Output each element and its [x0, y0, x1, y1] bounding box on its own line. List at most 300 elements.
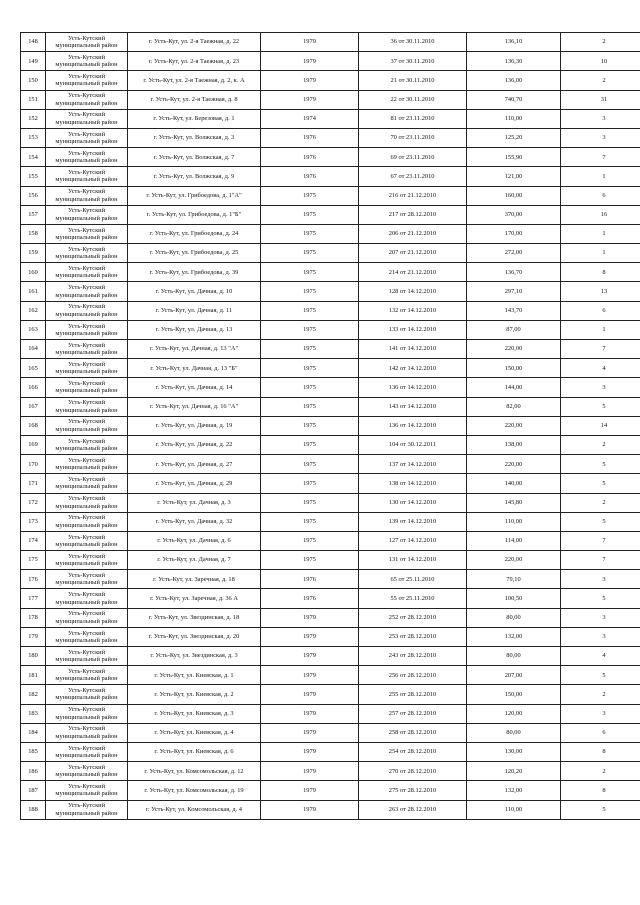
year-cell: 1979 — [261, 685, 359, 704]
municipality-name: Усть-Кутский — [67, 610, 106, 618]
document-cell: 127 от 14.12.2010 — [359, 531, 467, 550]
document-cell: 256 от 28.12.2010 — [359, 666, 467, 685]
table-row — [21, 666, 640, 685]
year-cell: 1975 — [261, 416, 359, 435]
municipality-cell — [46, 359, 128, 378]
document-cell: 255 от 28.12.2010 — [359, 685, 467, 704]
address-cell: г. Усть-Кут, ул. Дачная, д. 10 — [128, 282, 261, 301]
residents-count-cell: 5 — [561, 666, 640, 685]
document-cell: 275 от 28.12.2010 — [359, 781, 467, 800]
address-cell: г. Усть-Кут, ул. 2-я Таежная, д. 2, к. А — [128, 71, 261, 90]
area-cell: 136,10 — [467, 33, 561, 52]
table-row — [21, 416, 640, 435]
municipality-type: муниципальный район — [55, 80, 118, 88]
municipality-type: муниципальный район — [55, 195, 118, 203]
address-cell: г. Усть-Кут, ул. Звездинская, д. 3 — [128, 647, 261, 666]
municipality-cell — [46, 474, 128, 493]
row-number-cell: 170 — [21, 455, 46, 474]
row-number-cell: 181 — [21, 666, 46, 685]
municipality-name: Усть-Кутский — [67, 437, 106, 445]
year-cell: 1979 — [261, 723, 359, 742]
table-row — [21, 435, 640, 454]
municipality-type: муниципальный район — [55, 349, 118, 357]
address-cell: г. Усть-Кут, ул. Грибоедова, д. 1"А" — [128, 186, 261, 205]
year-cell: 1979 — [261, 90, 359, 109]
document-cell: 207 от 21.12.2010 — [359, 244, 467, 263]
residents-count-cell: 3 — [561, 627, 640, 646]
municipality-type: муниципальный район — [55, 157, 118, 165]
year-cell: 1979 — [261, 762, 359, 781]
municipality-type: муниципальный район — [55, 253, 118, 261]
municipality-type: муниципальный район — [55, 809, 118, 817]
document-cell: 143 от 14.12.2010 — [359, 397, 467, 416]
municipality-cell — [46, 762, 128, 781]
municipality-cell — [46, 167, 128, 186]
year-cell: 1975 — [261, 320, 359, 339]
table-row — [21, 244, 640, 263]
table-row — [21, 90, 640, 109]
municipality-cell — [46, 666, 128, 685]
address-cell: г. Усть-Кут, ул. Грибоедова, д. 1"Б" — [128, 205, 261, 224]
document-cell: 55 от 25.11.2010 — [359, 589, 467, 608]
area-cell: 740,70 — [467, 90, 561, 109]
area-cell: 87,00 — [467, 320, 561, 339]
municipality-cell — [46, 71, 128, 90]
address-cell: г. Усть-Кут, ул. Грибоедова, д. 24 — [128, 224, 261, 243]
area-cell: 138,00 — [467, 435, 561, 454]
area-cell: 207,00 — [467, 666, 561, 685]
municipality-cell — [46, 320, 128, 339]
row-number-cell: 162 — [21, 301, 46, 320]
municipality-type: муниципальный район — [55, 42, 118, 50]
area-cell: 150,00 — [467, 685, 561, 704]
municipality-cell — [46, 704, 128, 723]
municipality-cell — [46, 455, 128, 474]
municipality-type: муниципальный район — [55, 694, 118, 702]
municipality-name: Усть-Кутский — [67, 92, 106, 100]
area-cell: 220,00 — [467, 340, 561, 359]
municipality-type: муниципальный район — [55, 560, 118, 568]
municipality-cell — [46, 128, 128, 147]
area-cell: 136,30 — [467, 52, 561, 71]
address-cell: г. Усть-Кут, ул. Дачная, д. 29 — [128, 474, 261, 493]
document-cell: 214 от 21.12.2010 — [359, 263, 467, 282]
municipality-name: Усть-Кутский — [67, 188, 106, 196]
year-cell: 1979 — [261, 800, 359, 819]
municipality-type: муниципальный район — [55, 406, 118, 414]
municipality-type: муниципальный район — [55, 310, 118, 318]
document-cell: 22 от 30.11.2010 — [359, 90, 467, 109]
row-number-cell: 160 — [21, 263, 46, 282]
residents-count-cell: 31 — [561, 90, 640, 109]
table-row — [21, 359, 640, 378]
municipality-type: муниципальный район — [55, 99, 118, 107]
area-cell: 114,00 — [467, 531, 561, 550]
municipality-cell — [46, 224, 128, 243]
table-row — [21, 512, 640, 531]
residents-count-cell: 8 — [561, 263, 640, 282]
municipality-name: Усть-Кутский — [67, 495, 106, 503]
year-cell: 1979 — [261, 704, 359, 723]
document-cell: 206 от 21.12.2010 — [359, 224, 467, 243]
residents-count-cell: 5 — [561, 512, 640, 531]
year-cell: 1975 — [261, 301, 359, 320]
table-row — [21, 781, 640, 800]
municipality-type: муниципальный район — [55, 617, 118, 625]
municipality-type: муниципальный район — [55, 214, 118, 222]
municipality-type: муниципальный район — [55, 502, 118, 510]
area-cell: 370,00 — [467, 205, 561, 224]
residents-count-cell: 7 — [561, 148, 640, 167]
residents-count-cell: 8 — [561, 742, 640, 761]
municipality-type: муниципальный район — [55, 291, 118, 299]
municipality-type: муниципальный район — [55, 483, 118, 491]
municipality-type: муниципальный район — [55, 272, 118, 280]
municipality-cell — [46, 723, 128, 742]
residents-count-cell: 2 — [561, 685, 640, 704]
municipality-name: Усть-Кутский — [67, 591, 106, 599]
area-cell: 79,10 — [467, 570, 561, 589]
municipality-cell — [46, 416, 128, 435]
address-cell: г. Усть-Кут, ул. Комсомольская, д. 4 — [128, 800, 261, 819]
municipality-cell — [46, 570, 128, 589]
municipality-cell — [46, 493, 128, 512]
municipality-cell — [46, 781, 128, 800]
area-cell: 110,00 — [467, 800, 561, 819]
table-row — [21, 109, 640, 128]
municipality-name: Усть-Кутский — [67, 533, 106, 541]
area-cell: 110,00 — [467, 512, 561, 531]
document-cell: 130 от 14.12.2010 — [359, 493, 467, 512]
residents-count-cell: 5 — [561, 474, 640, 493]
year-cell: 1976 — [261, 570, 359, 589]
address-cell: г. Усть-Кут, ул. Дачная, д. 22 — [128, 435, 261, 454]
table-row — [21, 205, 640, 224]
table-row — [21, 531, 640, 550]
municipality-cell — [46, 378, 128, 397]
document-cell: 252 от 28.12.2010 — [359, 608, 467, 627]
area-cell: 220,00 — [467, 455, 561, 474]
document-cell: 132 от 14.12.2010 — [359, 301, 467, 320]
municipality-type: муниципальный район — [55, 61, 118, 69]
year-cell: 1979 — [261, 666, 359, 685]
year-cell: 1975 — [261, 435, 359, 454]
document-cell: 139 от 14.12.2010 — [359, 512, 467, 531]
municipality-name: Усть-Кутский — [67, 629, 106, 637]
municipality-name: Усть-Кутский — [67, 34, 106, 42]
residents-count-cell: 2 — [561, 33, 640, 52]
document-cell: 136 от 14.12.2010 — [359, 416, 467, 435]
table-row — [21, 148, 640, 167]
municipality-cell — [46, 589, 128, 608]
table-row — [21, 301, 640, 320]
municipality-name: Усть-Кутский — [67, 783, 106, 790]
row-number-cell: 153 — [21, 128, 46, 147]
municipality-name: Усть-Кутский — [67, 73, 106, 81]
year-cell: 1975 — [261, 244, 359, 263]
residents-count-cell: 7 — [561, 340, 640, 359]
area-cell: 120,00 — [467, 704, 561, 723]
table-row — [21, 282, 640, 301]
table-row — [21, 128, 640, 147]
area-cell: 155,90 — [467, 148, 561, 167]
year-cell: 1975 — [261, 474, 359, 493]
municipality-type: муниципальный район — [55, 521, 118, 529]
municipality-cell — [46, 90, 128, 109]
row-number-cell: 172 — [21, 493, 46, 512]
municipality-cell — [46, 531, 128, 550]
row-number-cell: 175 — [21, 551, 46, 570]
residents-count-cell: 5 — [561, 455, 640, 474]
year-cell: 1975 — [261, 340, 359, 359]
residents-count-cell: 4 — [561, 359, 640, 378]
municipality-name: Усть-Кутский — [67, 130, 106, 138]
year-cell: 1975 — [261, 378, 359, 397]
municipality-type: муниципальный район — [55, 636, 118, 644]
municipality-name: Усть-Кутский — [67, 149, 106, 157]
area-cell: 140,00 — [467, 474, 561, 493]
municipality-cell — [46, 685, 128, 704]
municipality-name: Усть-Кутский — [67, 360, 106, 368]
municipality-type: муниципальный район — [55, 425, 118, 433]
address-cell: г. Усть-Кут, ул. 2-я Таежная, д. 23 — [128, 52, 261, 71]
municipality-cell — [46, 551, 128, 570]
document-cell: 128 от 14.12.2010 — [359, 282, 467, 301]
year-cell: 1975 — [261, 282, 359, 301]
row-number-cell: 169 — [21, 435, 46, 454]
row-number-cell: 173 — [21, 512, 46, 531]
area-cell: 150,00 — [467, 359, 561, 378]
municipality-name: Усть-Кутский — [67, 763, 106, 771]
row-number-cell: 150 — [21, 71, 46, 90]
table-row — [21, 340, 640, 359]
document-cell: 104 от 30.12.2011 — [359, 435, 467, 454]
municipality-name: Усть-Кутский — [67, 303, 106, 311]
registry-table-body — [21, 33, 640, 820]
document-cell: 141 от 14.12.2010 — [359, 340, 467, 359]
year-cell: 1976 — [261, 128, 359, 147]
table-row — [21, 570, 640, 589]
municipality-cell — [46, 742, 128, 761]
municipality-name: Усть-Кутский — [67, 514, 106, 522]
document-cell: 142 от 14.12.2010 — [359, 359, 467, 378]
area-cell: 120,20 — [467, 762, 561, 781]
municipality-type: муниципальный район — [55, 368, 118, 376]
residents-count-cell: 2 — [561, 435, 640, 454]
residents-count-cell: 10 — [561, 52, 640, 71]
year-cell: 1975 — [261, 224, 359, 243]
table-row — [21, 320, 640, 339]
address-cell: г. Усть-Кут, ул. Грибоедова, д. 39 — [128, 263, 261, 282]
residents-count-cell: 6 — [561, 723, 640, 742]
municipality-name: Усть-Кутский — [67, 571, 106, 579]
residents-count-cell: 2 — [561, 762, 640, 781]
row-number-cell: 185 — [21, 742, 46, 761]
residents-count-cell: 5 — [561, 800, 640, 819]
residents-count-cell: 7 — [561, 551, 640, 570]
municipality-type: муниципальный район — [55, 675, 118, 683]
residents-count-cell: 5 — [561, 397, 640, 416]
address-cell: г. Усть-Кут, ул. Дачная, д. 19 — [128, 416, 261, 435]
row-number-cell: 157 — [21, 205, 46, 224]
municipality-name: Усть-Кутский — [67, 264, 106, 272]
document-cell: 243 от 28.12.2010 — [359, 647, 467, 666]
table-row — [21, 551, 640, 570]
table-row — [21, 397, 640, 416]
residents-count-cell: 3 — [561, 128, 640, 147]
table-row — [21, 378, 640, 397]
year-cell: 1975 — [261, 531, 359, 550]
municipality-type: муниципальный район — [55, 771, 118, 779]
municipality-name: Усть-Кутский — [67, 667, 106, 675]
year-cell: 1976 — [261, 167, 359, 186]
municipality-name: Усть-Кутский — [67, 207, 106, 215]
residents-count-cell: 13 — [561, 282, 640, 301]
municipality-type: муниципальный район — [55, 445, 118, 453]
area-cell: 125,20 — [467, 128, 561, 147]
municipality-cell — [46, 205, 128, 224]
municipality-name: Усть-Кутский — [67, 322, 106, 330]
address-cell: г. Усть-Кут, ул. Киевская, д. 1 — [128, 666, 261, 685]
document-cell: 270 от 28.12.2010 — [359, 762, 467, 781]
municipality-cell — [46, 301, 128, 320]
municipality-cell — [46, 52, 128, 71]
table-row — [21, 723, 640, 742]
table-row — [21, 167, 640, 186]
municipality-type: муниципальный район — [55, 118, 118, 126]
table-row — [21, 186, 640, 205]
row-number-cell: 174 — [21, 531, 46, 550]
row-number-cell: 151 — [21, 90, 46, 109]
residents-count-cell: 1 — [561, 320, 640, 339]
address-cell: г. Усть-Кут, ул. Звездинская, д. 20 — [128, 627, 261, 646]
municipality-name: Усть-Кутский — [67, 284, 106, 292]
year-cell: 1979 — [261, 742, 359, 761]
year-cell: 1975 — [261, 186, 359, 205]
address-cell: г. Усть-Кут, ул. Киевская, д. 6 — [128, 742, 261, 761]
address-cell: г. Усть-Кут, ул. Комсомольская, д. 19 — [128, 781, 261, 800]
municipality-cell — [46, 647, 128, 666]
municipality-name: Усть-Кутский — [67, 744, 106, 752]
year-cell: 1974 — [261, 109, 359, 128]
address-cell: г. Усть-Кут, ул. Волжская, д. 3 — [128, 128, 261, 147]
year-cell: 1979 — [261, 608, 359, 627]
year-cell: 1975 — [261, 455, 359, 474]
area-cell: 80,00 — [467, 608, 561, 627]
municipality-cell — [46, 109, 128, 128]
year-cell: 1979 — [261, 33, 359, 52]
table-row — [21, 647, 640, 666]
area-cell: 82,00 — [467, 397, 561, 416]
row-number-cell: 154 — [21, 148, 46, 167]
address-cell: г. Усть-Кут, ул. Заречная, д. 18 — [128, 570, 261, 589]
municipality-cell — [46, 800, 128, 819]
row-number-cell: 167 — [21, 397, 46, 416]
table-row — [21, 263, 640, 282]
document-page — [20, 32, 626, 820]
residents-count-cell: 7 — [561, 531, 640, 550]
municipality-type: муниципальный район — [55, 656, 118, 664]
row-number-cell: 188 — [21, 800, 46, 819]
area-cell: 136,70 — [467, 263, 561, 282]
residents-count-cell: 8 — [561, 781, 640, 800]
residents-count-cell: 3 — [561, 109, 640, 128]
area-cell: 297,10 — [467, 282, 561, 301]
document-cell: 138 от 14.12.2010 — [359, 474, 467, 493]
residents-count-cell: 5 — [561, 589, 640, 608]
year-cell: 1975 — [261, 493, 359, 512]
municipality-name: Усть-Кутский — [67, 552, 106, 560]
municipality-type: муниципальный район — [55, 540, 118, 548]
municipality-type: муниципальный район — [55, 138, 118, 146]
municipality-name: Усть-Кутский — [67, 245, 106, 253]
residents-count-cell: 6 — [561, 186, 640, 205]
residents-count-cell: 16 — [561, 205, 640, 224]
address-cell: г. Усть-Кут, ул. Киевская, д. 3 — [128, 704, 261, 723]
document-cell: 136 от 14.12.2010 — [359, 378, 467, 397]
document-cell: 263 от 28.12.2010 — [359, 800, 467, 819]
address-cell: г. Усть-Кут, ул. Заречная, д. 36 А — [128, 589, 261, 608]
municipality-cell — [46, 282, 128, 301]
year-cell: 1975 — [261, 512, 359, 531]
residents-count-cell: 3 — [561, 570, 640, 589]
table-row — [21, 589, 640, 608]
municipality-type: муниципальный район — [55, 713, 118, 721]
address-cell: г. Усть-Кут, ул. Дачная, д. 27 — [128, 455, 261, 474]
document-cell: 21 от 30.11.2010 — [359, 71, 467, 90]
municipality-name: Усть-Кутский — [67, 648, 106, 656]
address-cell: г. Усть-Кут, ул. Дачная, д. 14 — [128, 378, 261, 397]
municipality-cell — [46, 33, 128, 52]
municipality-cell — [46, 340, 128, 359]
area-cell: 220,00 — [467, 551, 561, 570]
address-cell: г. Усть-Кут, ул. Дачная, д. 13 "Б" — [128, 359, 261, 378]
municipality-name: Усть-Кутский — [67, 111, 106, 119]
row-number-cell: 159 — [21, 244, 46, 263]
address-cell: г. Усть-Кут, ул. Грибоедова, д. 25 — [128, 244, 261, 263]
row-number-cell: 158 — [21, 224, 46, 243]
area-cell: 121,00 — [467, 167, 561, 186]
area-cell: 132,00 — [467, 627, 561, 646]
residents-count-cell: 6 — [561, 301, 640, 320]
municipality-cell — [46, 186, 128, 205]
municipality-name: Усть-Кутский — [67, 802, 106, 810]
municipality-name: Усть-Кутский — [67, 476, 106, 483]
municipality-name: Усть-Кутский — [67, 341, 106, 349]
document-cell: 70 от 23.11.2010 — [359, 128, 467, 147]
row-number-cell: 149 — [21, 52, 46, 71]
residents-count-cell: 1 — [561, 244, 640, 263]
residents-count-cell: 3 — [561, 608, 640, 627]
document-cell: 67 от 23.11.2010 — [359, 167, 467, 186]
municipality-type: муниципальный район — [55, 176, 118, 184]
row-number-cell: 165 — [21, 359, 46, 378]
municipality-name: Усть-Кутский — [67, 380, 106, 388]
row-number-cell: 186 — [21, 762, 46, 781]
document-cell: 217 от 28.12.2010 — [359, 205, 467, 224]
address-cell: г. Усть-Кут, ул. Волжская, д. 7 — [128, 148, 261, 167]
year-cell: 1979 — [261, 71, 359, 90]
address-cell: г. Усть-Кут, ул. Дачная, д. 3 — [128, 493, 261, 512]
area-cell: 170,00 — [467, 224, 561, 243]
area-cell: 145,80 — [467, 493, 561, 512]
address-cell: г. Усть-Кут, ул. Березовая, д. 1 — [128, 109, 261, 128]
area-cell: 160,00 — [467, 186, 561, 205]
address-cell: г. Усть-Кут, ул. Комсомольская, д. 12 — [128, 762, 261, 781]
address-cell: г. Усть-Кут, ул. Киевская, д. 4 — [128, 723, 261, 742]
municipality-cell — [46, 148, 128, 167]
area-cell: 110,00 — [467, 109, 561, 128]
